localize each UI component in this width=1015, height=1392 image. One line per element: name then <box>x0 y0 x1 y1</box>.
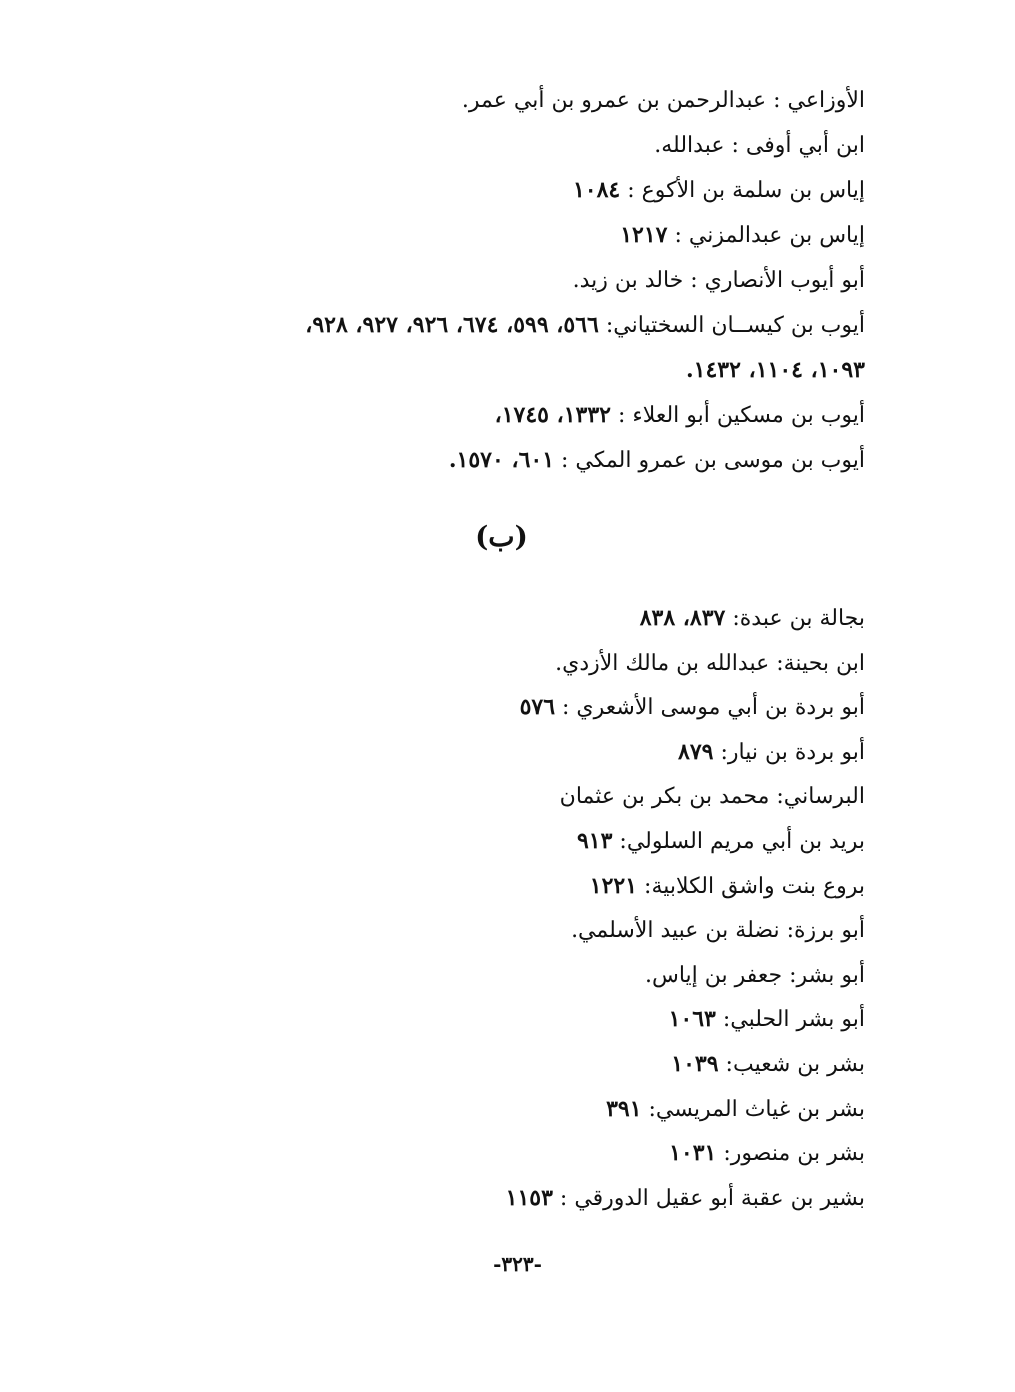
index-entry <box>145 641 865 686</box>
index-entry <box>145 168 865 213</box>
entry-see-also: عبدالله بن مالك الأزدي. <box>555 650 770 676</box>
entry-see-also: عبدالله. <box>654 133 725 158</box>
entry-refs: ١٣٣٢، ١٧٤٥، <box>494 402 611 428</box>
index-entry <box>145 908 865 953</box>
entry-refs: ١٠٨٤ <box>572 177 621 203</box>
index-entry <box>145 864 865 909</box>
entry-name: إياس بن سلمة بن الأكوع : <box>620 178 865 203</box>
index-entry <box>145 123 865 168</box>
entry-name: أبو بردة بن نيار: <box>713 739 865 765</box>
entry-refs: ١٢٢١ <box>589 872 638 899</box>
entry-refs: ١١٥٣ <box>505 1184 553 1211</box>
entry-refs: ١٢١٧ <box>620 222 668 248</box>
entry-name: بشر بن منصور: <box>716 1141 865 1167</box>
entry-refs: ٥٦٦، ٥٩٩، ٦٧٤، ٩٢٦، ٩٢٧، ٩٢٨، <box>305 312 599 338</box>
entry-see-also: خالد بن زيد. <box>572 268 684 293</box>
entry-name: بشير بن عقبة أبو عقيل الدورقي : <box>552 1185 865 1211</box>
entry-refs: ٨٣٧، ٨٣٨ <box>639 605 726 631</box>
entry-see-also: محمد بن بكر بن عثمان <box>559 784 770 810</box>
index-entry <box>145 774 865 819</box>
entry-name: أبو أيوب الأنصاري : <box>683 268 865 293</box>
index-entries-alif <box>145 78 865 483</box>
entry-name: بشر بن غياث المريسي: <box>641 1096 865 1122</box>
index-entry <box>145 730 865 775</box>
index-entry <box>145 78 865 123</box>
index-entry <box>145 953 865 998</box>
entry-see-also: جعفر بن إياس. <box>644 962 783 988</box>
entry-name: بروع بنت واشق الكلابية: <box>637 873 865 899</box>
entry-name: أيوب بن موسى بن عمرو المكي : <box>554 448 865 473</box>
page-number-label: -٣٢٣- <box>493 1252 542 1276</box>
entry-name: أيوب بن كيســان السختياني: <box>598 313 865 338</box>
index-entry <box>145 685 865 730</box>
index-entries-ba <box>145 596 865 1220</box>
entry-name: أبو بشر: <box>782 962 865 988</box>
entry-name: أبو بشر الحلبي: <box>715 1007 865 1033</box>
index-entry <box>145 1042 865 1087</box>
entry-refs: ٨٧٩ <box>678 738 714 765</box>
entry-refs: ١٠٩٣، ١١٠٤، ١٤٣٢. <box>686 357 865 383</box>
entry-name: أيوب بن مسكين أبو العلاء : <box>611 403 865 428</box>
entry-refs: ٣٩١ <box>606 1095 642 1122</box>
index-entry <box>145 596 865 641</box>
entry-name: بجالة بن عبدة: <box>725 606 865 631</box>
entry-name: أبو بردة بن أبي موسى الأشعري : <box>555 695 865 721</box>
entry-name: الأوزاعي : <box>766 88 865 113</box>
entry-refs: ١٠٣١ <box>669 1140 717 1167</box>
entry-refs: ٥٧٦ <box>519 694 556 721</box>
entry-name: بشر بن شعيب: <box>718 1051 865 1077</box>
index-entry <box>145 438 865 483</box>
entry-name: إياس بن عبدالمزني : <box>667 223 865 248</box>
index-entry <box>145 393 865 438</box>
entry-name: أبو برزة: <box>779 918 865 944</box>
index-entry <box>145 997 865 1042</box>
entry-see-also: عبدالرحمن بن عمرو بن أبي عمر. <box>461 88 767 113</box>
index-entry <box>145 1131 865 1176</box>
entry-name: البرساني: <box>769 784 865 810</box>
section-heading-label: (ب) <box>475 520 528 553</box>
index-entry-continuation <box>145 348 865 393</box>
index-entry <box>145 1087 865 1132</box>
index-entry <box>145 303 865 348</box>
entry-refs: ٦٠١، ١٥٧٠. <box>448 447 555 473</box>
entry-refs: ١٠٦٣ <box>668 1006 716 1033</box>
entry-name: ابن بحينة: <box>769 650 865 676</box>
section-heading-ba <box>0 512 1015 562</box>
index-entry <box>145 819 865 864</box>
entry-see-also: نضلة بن عبيد الأسلمي. <box>571 918 780 944</box>
entry-name: ابن أبي أوفى : <box>724 133 865 158</box>
index-entry <box>145 1176 865 1221</box>
index-entry <box>145 258 865 303</box>
index-entry <box>145 213 865 258</box>
page-number <box>0 1244 1015 1284</box>
entry-refs: ٩١٣ <box>576 827 613 854</box>
entry-refs: ١٠٣٩ <box>671 1050 719 1077</box>
entry-name: بريد بن أبي مريم السلولي: <box>612 828 865 854</box>
